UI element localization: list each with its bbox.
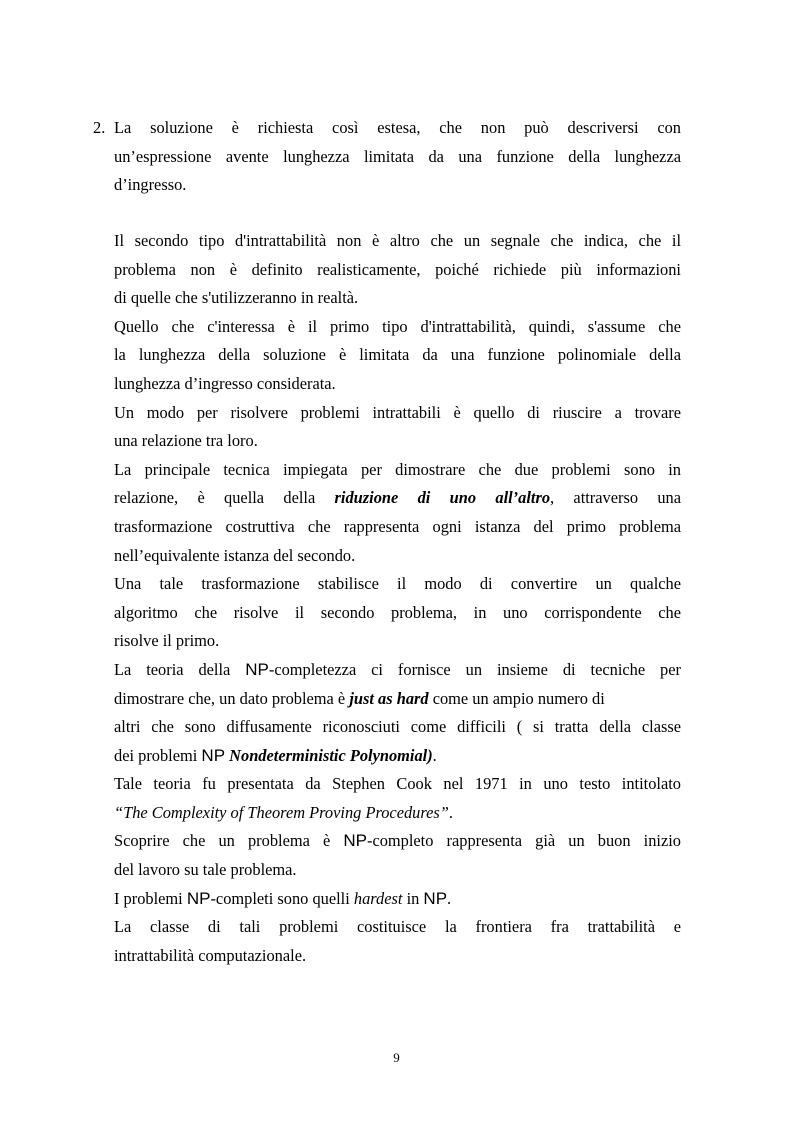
text-line: Una tale trasformazione stabilisce il modo di convertire un qualche (114, 574, 681, 594)
text-line: Un modo per risolvere problemi intrattabili è quello di riuscire a trovare (114, 402, 681, 422)
text-run: dei problemi (114, 745, 198, 765)
text-line: trasformazione costruttiva che rappresenta ogni istanza del primo problema (114, 516, 681, 536)
body-text (114, 227, 681, 970)
text-line: una relazione tra loro. (114, 431, 258, 451)
text-line: Il secondo tipo d'intrattabilità non è altro che un segnale che indica, che il (114, 231, 681, 250)
text-run: -completo rappresenta già un buon inizio (366, 831, 681, 851)
text-run: I problemi (114, 888, 183, 908)
text-run: . (448, 802, 454, 822)
text-line (114, 742, 681, 771)
text-line (114, 484, 681, 513)
list-item-text (114, 114, 681, 200)
text-line: un’espressione avente lunghezza limitata da una funzione della lunghezza (114, 146, 681, 166)
emphasis-hardest: hardest (353, 888, 403, 908)
text-line: intrattabilità computazionale. (114, 945, 307, 965)
text-line: la lunghezza della soluzione è limitata da una funzione polinomiale della (114, 345, 681, 365)
text-run: , attraverso una (550, 488, 682, 508)
text-run: in (406, 888, 420, 908)
text-line: nell’equivalente istanza del secondo. (114, 545, 356, 565)
np-term: NP (343, 831, 367, 851)
text-line (114, 827, 681, 856)
text-run: . (432, 745, 437, 765)
text-line (114, 656, 681, 685)
text-run: . (447, 888, 452, 908)
text-line (114, 685, 681, 714)
text-line: risolve il primo. (114, 631, 220, 651)
text-line: algoritmo che risolve il secondo problema, in uno corrispondente che (114, 602, 681, 622)
text-line: Quello che c'interessa è il primo tipo d'intrattabilità, quindi, s'assume che (114, 316, 681, 336)
text-run: Scoprire che un problema è (114, 831, 331, 851)
text-line: La soluzione è richiesta così estesa, che non può descriversi con (114, 118, 681, 137)
text-line: lunghezza d’ingresso considerata. (114, 373, 336, 393)
text-line (114, 799, 681, 828)
emphasis-reduction: riduzione di uno all’altro (334, 488, 551, 508)
np-term: NP (423, 888, 448, 908)
text-line: altri che sono diffusamente riconosciuti come difficili ( si tratta della classe (114, 717, 681, 737)
text-line: di quelle che s'utilizzeranno in realtà. (114, 288, 359, 308)
text-run: -completezza ci fornisce un insieme di tecniche per (268, 659, 681, 679)
emphasis-just-as-hard: just as hard (349, 688, 429, 708)
emphasis-nondeterministic: Nondeterministic Polynomial) (229, 745, 433, 765)
text-line: La classe di tali problemi costituisce la frontiera fra trattabilità e (114, 917, 681, 937)
text-line: del lavoro su tale problema. (114, 860, 297, 880)
text-line (114, 885, 681, 914)
list-number: 2. (93, 118, 106, 137)
text-line: problema non è definito realisticamente, poiché richiede più informazioni (114, 259, 681, 279)
book-title: “The Complexity of Theorem Proving Procedures” (114, 802, 449, 822)
np-term: NP (201, 745, 226, 765)
text-line: Tale teoria fu presentata da Stephen Cook nel 1971 in uno testo intitolato (114, 774, 681, 794)
text-run: dimostrare che, un dato problema è (114, 688, 346, 708)
text-line: La principale tecnica impiegata per dimostrare che due problemi sono in (114, 459, 681, 479)
np-term: NP (245, 659, 269, 679)
text-run: relazione, è quella della (114, 488, 316, 508)
text-run: come un ampio numero di (432, 688, 605, 708)
text-run: La teoria della (114, 659, 231, 679)
text-run: -completi sono quelli (210, 888, 350, 908)
np-term: NP (186, 888, 211, 908)
text-line: d’ingresso. (114, 175, 187, 195)
page-number: 9 (393, 1050, 400, 1065)
